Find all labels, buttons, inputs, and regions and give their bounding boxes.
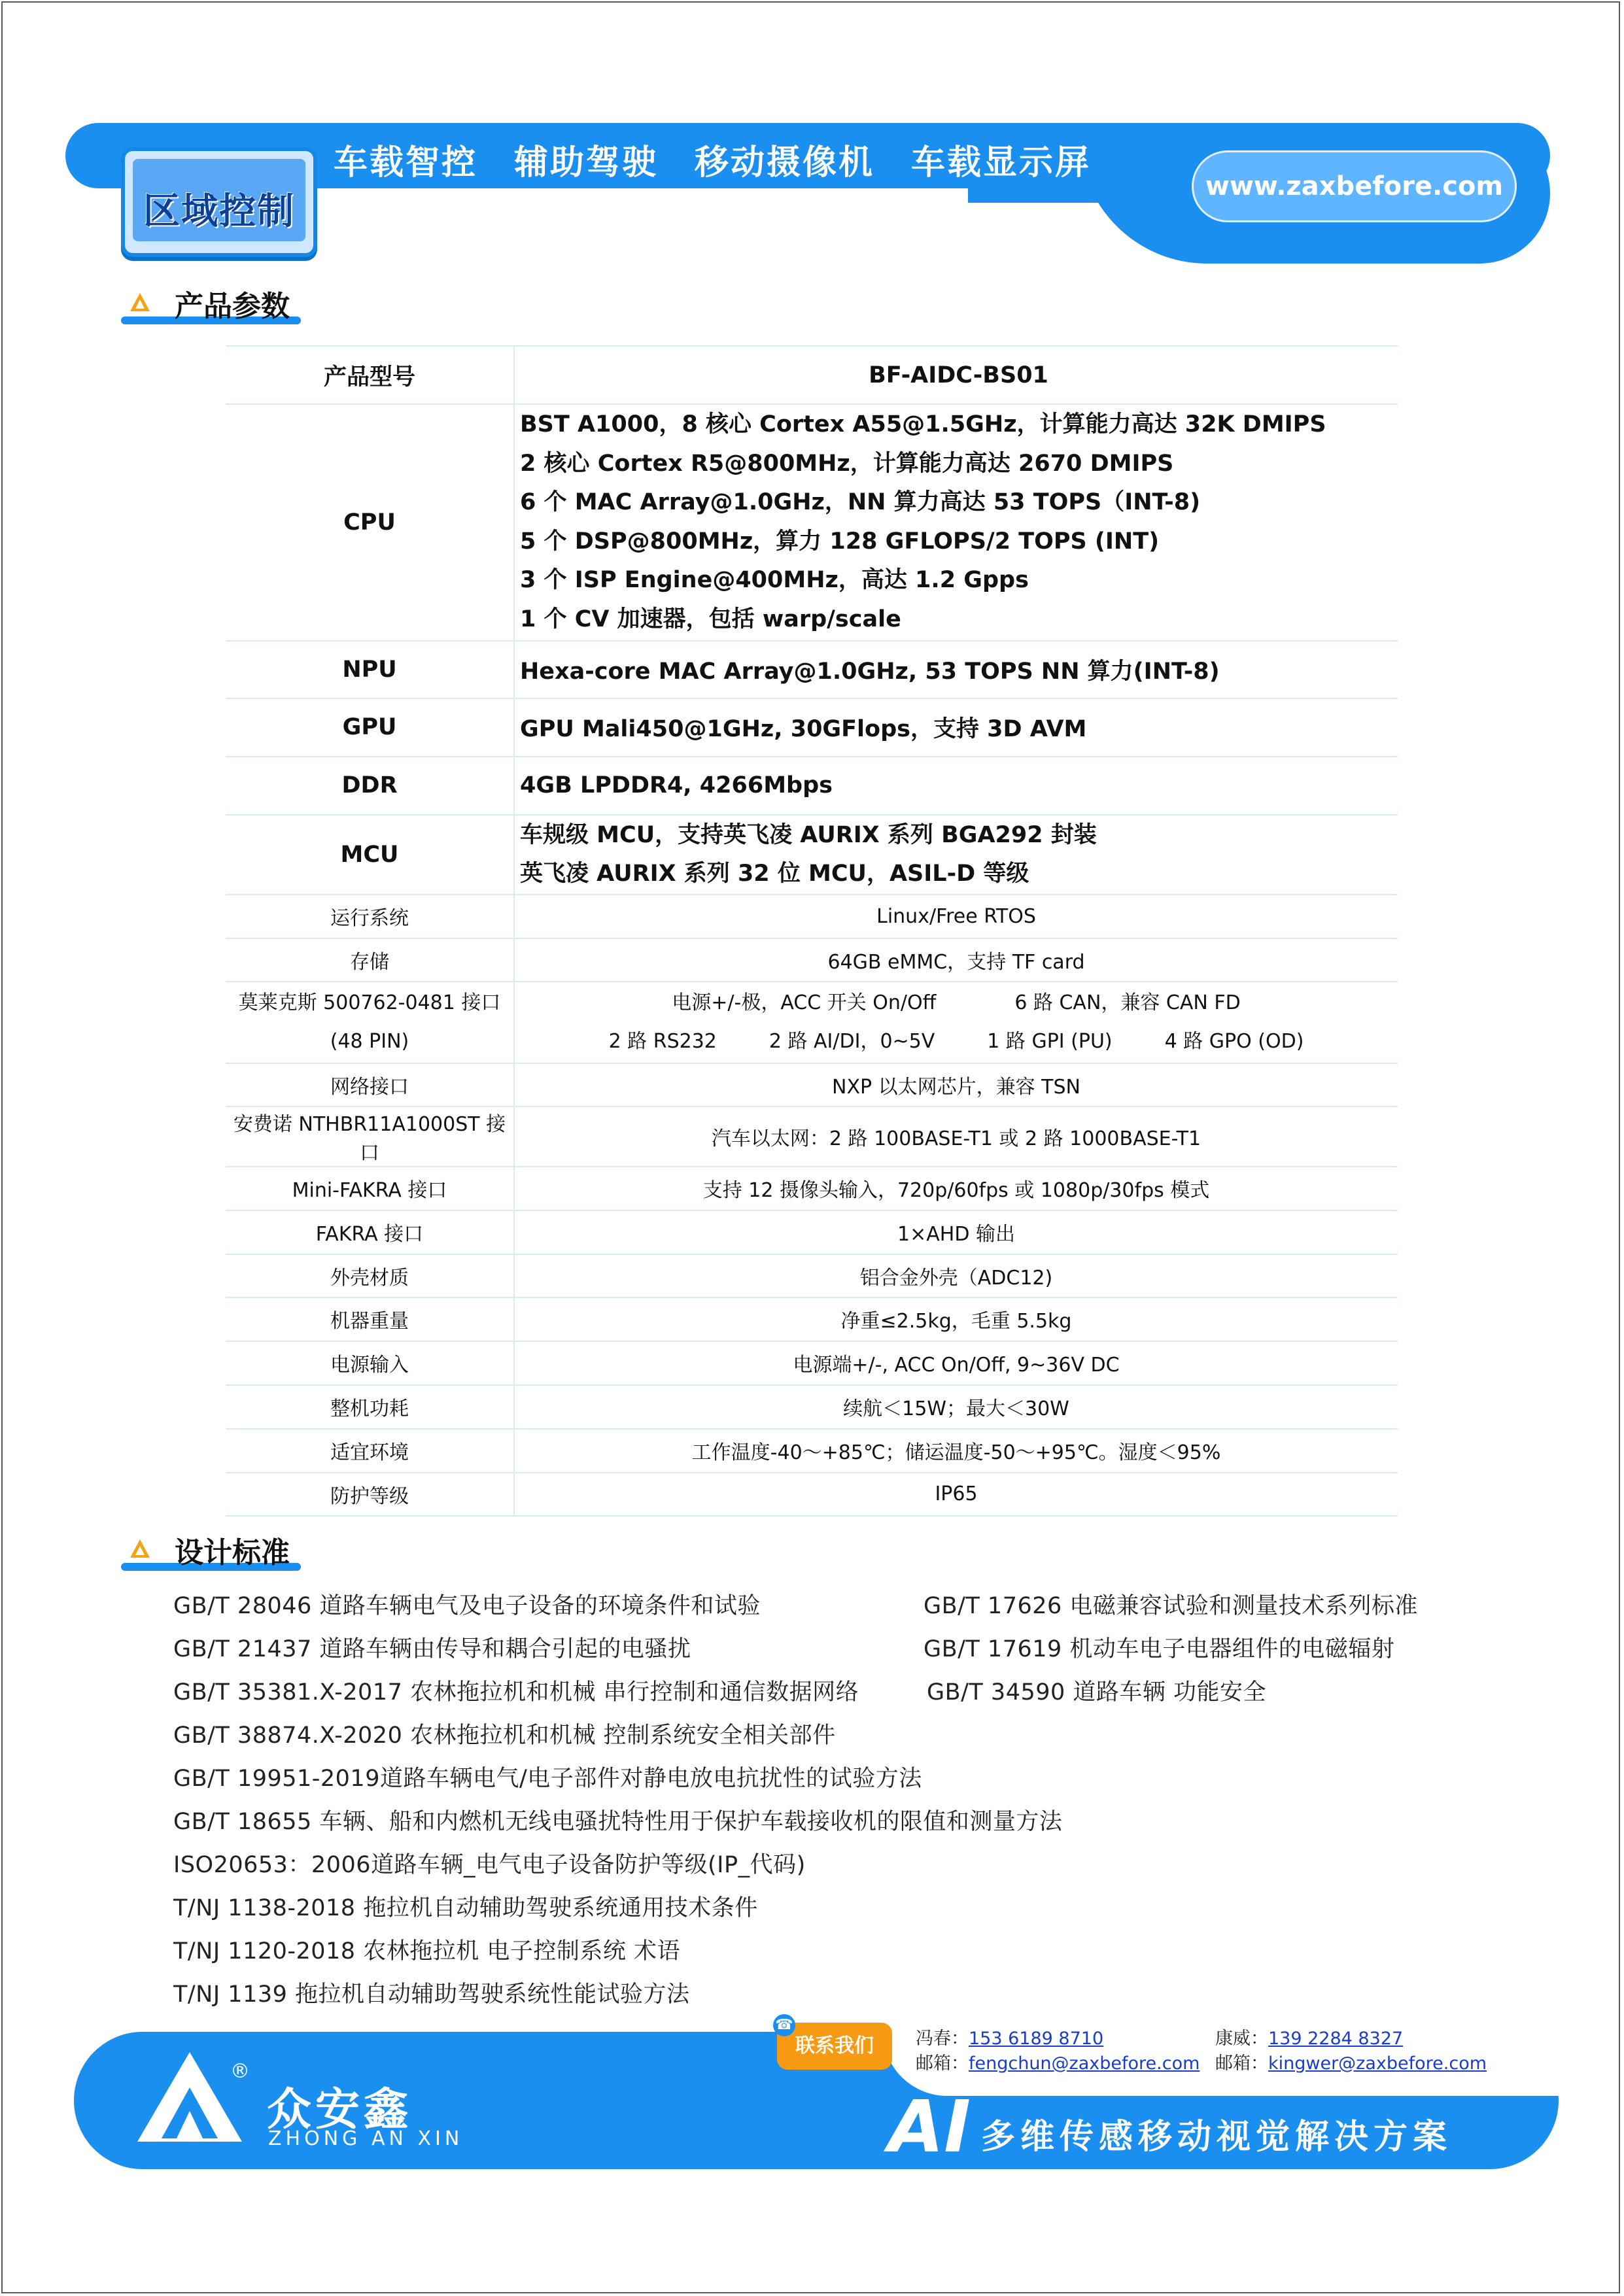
- cpu-line: 3 个 ISP Engine@400MHz，高达 1.2 Gpps: [520, 567, 1029, 594]
- cpu-line: BST A1000，8 核心 Cortex A55@1.5GHz，计算能力高达 32K DMIPS: [520, 411, 1326, 437]
- spec-value-ddr: 4GB LPDDR4, 4266Mbps: [514, 757, 1398, 815]
- footer-slogan: 多维传感移动视觉解决方案: [981, 2117, 1453, 2157]
- contact-1-email-line: [916, 2049, 1200, 2074]
- standard-item: T/NJ 1139 拖拉机自动辅助驾驶系统性能试验方法: [173, 1981, 690, 2008]
- contact-2-email-link[interactable]: kingwer@zaxbefore.com: [1268, 2053, 1487, 2074]
- standard-item: GB/T 17626 电磁兼容试验和测量技术系列标准: [924, 1593, 1418, 1619]
- nav-item-mobile-camera[interactable]: 移动摄像机: [695, 143, 875, 182]
- spec-value-ip: IP65: [514, 1473, 1398, 1516]
- cpu-line: 6 个 MAC Array@1.0GHz，NN 算力高达 53 TOPS（INT-8): [520, 489, 1201, 516]
- molex-item: 2 路 AI/DI，0~5V: [769, 1030, 935, 1054]
- standard-item: GB/T 38874.X-2020 农林拖拉机和机械 控制系统安全相关部件: [173, 1722, 836, 1749]
- spec-value-gpu: GPU Mali450@1GHz, 30GFlops，支持 3D AVM: [514, 698, 1398, 757]
- table-row: [226, 1297, 1398, 1341]
- spec-value-power-input: 电源端+/-, ACC On/Off, 9~36V DC: [514, 1341, 1398, 1385]
- spec-value-model: BF-AIDC-BS01: [514, 346, 1398, 404]
- contact-2-phone-line: [1215, 2024, 1403, 2049]
- spec-value-environment: 工作温度-40～+85℃；储运温度-50～+95℃。湿度＜95%: [514, 1429, 1398, 1473]
- contact-1-mail-label: 邮箱：: [916, 2053, 969, 2074]
- table-row: [226, 1254, 1398, 1297]
- standard-item: GB/T 21437 道路车辆由传导和耦合引起的电骚扰: [173, 1636, 691, 1662]
- spec-value-storage: 64GB eMMC，支持 TF card: [514, 938, 1398, 982]
- nav-item-driver-assist[interactable]: 辅助驾驶: [514, 143, 659, 182]
- section-header-standards: [121, 1529, 396, 1581]
- contact-1-email-link[interactable]: fengchun@zaxbefore.com: [969, 2053, 1200, 2074]
- header-nav: [334, 135, 1091, 184]
- spec-value-consumption: 续航＜15W；最大＜30W: [514, 1385, 1398, 1429]
- contact-2-mail-label: 邮箱：: [1215, 2053, 1268, 2074]
- contact-2-name: 康威：: [1215, 2029, 1268, 2049]
- molex-label-line: 莫莱克斯 500762-0481 接口: [238, 991, 501, 1015]
- spec-label-mcu: MCU: [226, 815, 514, 895]
- spec-label-gpu: GPU: [226, 698, 514, 757]
- table-row: [226, 815, 1398, 895]
- spec-label-power-input: 电源输入: [226, 1341, 514, 1385]
- category-badge: [121, 147, 317, 257]
- cpu-line: 2 核心 Cortex R5@800MHz，计算能力高达 2670 DMIPS: [520, 450, 1174, 477]
- section-title-params: 产品参数: [175, 290, 290, 323]
- spec-value-network: NXP 以太网芯片，兼容 TSN: [514, 1063, 1398, 1106]
- molex-item: 2 路 RS232: [608, 1030, 717, 1054]
- spec-label-ddr: DDR: [226, 757, 514, 815]
- table-row: [226, 404, 1398, 641]
- spec-label-weight: 机器重量: [226, 1297, 514, 1341]
- spec-label-cpu: CPU: [226, 404, 514, 641]
- table-row: [226, 1385, 1398, 1429]
- standard-item: GB/T 34590 道路车辆 功能安全: [927, 1679, 1267, 1705]
- table-row: [226, 346, 1398, 404]
- contact-2-email-line: [1215, 2049, 1487, 2074]
- mcu-line: 车规级 MCU，支持英飞凌 AURIX 系列 BGA292 封装: [520, 821, 1097, 848]
- brand-logo-icon: [129, 1538, 151, 1560]
- cpu-line: 1 个 CV 加速器，包括 warp/scale: [520, 606, 901, 632]
- spec-label-amphenol: 安费诺 NTHBR11A1000ST 接口: [226, 1106, 514, 1167]
- table-row: [226, 938, 1398, 982]
- standard-item: ISO20653：2006道路车辆_电气电子设备防护等级(IP_代码): [173, 1852, 806, 1878]
- nav-item-vehicle-display[interactable]: 车载显示屏: [911, 143, 1092, 182]
- brand-name-en: ZHONG AN XIN: [268, 2127, 464, 2150]
- table-row: [226, 698, 1398, 757]
- spec-label-model: 产品型号: [226, 346, 514, 404]
- cpu-line: 5 个 DSP@800MHz，算力 128 GFLOPS/2 TOPS (INT): [520, 528, 1160, 555]
- spec-label-os: 运行系统: [226, 895, 514, 938]
- molex-row-1: [515, 984, 1397, 1022]
- table-row: [226, 1167, 1398, 1210]
- category-title: 区域控制: [143, 190, 295, 233]
- table-row: [226, 757, 1398, 815]
- spec-label-ip: 防护等级: [226, 1473, 514, 1516]
- spec-table: [226, 345, 1398, 1516]
- molex-row-2: [515, 1022, 1397, 1061]
- spec-label-molex: [226, 982, 514, 1063]
- standard-item: T/NJ 1120-2018 农林拖拉机 电子控制系统 术语: [173, 1938, 680, 1964]
- spec-value-molex: [514, 982, 1398, 1063]
- spec-label-minifakra: Mini-FAKRA 接口: [226, 1167, 514, 1210]
- contact-2-phone-link[interactable]: 139 2284 8327: [1268, 2029, 1404, 2049]
- molex-item: 6 路 CAN，兼容 CAN FD: [1014, 991, 1241, 1015]
- molex-item: 1 路 GPI (PU): [987, 1030, 1113, 1054]
- standard-item: GB/T 18655 车辆、船和内燃机无线电骚扰特性用于保护车载接收机的限值和测量方法: [173, 1809, 1063, 1835]
- spec-value-housing: 铝合金外壳（ADC12): [514, 1254, 1398, 1297]
- spec-value-mcu: [514, 815, 1398, 895]
- table-row: [226, 1106, 1398, 1167]
- table-row: [226, 982, 1398, 1063]
- table-row: [226, 1341, 1398, 1385]
- section-header-params: [121, 283, 396, 335]
- spec-value-os: Linux/Free RTOS: [514, 895, 1398, 938]
- mcu-line: 英飞凌 AURIX 系列 32 位 MCU，ASIL-D 等级: [520, 860, 1029, 887]
- standard-item: T/NJ 1138-2018 拖拉机自动辅助驾驶系统通用技术条件: [173, 1895, 758, 1921]
- spec-value-weight: 净重≤2.5kg，毛重 5.5kg: [514, 1297, 1398, 1341]
- table-row: [226, 1473, 1398, 1516]
- table-row: [226, 895, 1398, 938]
- contact-us-button[interactable]: 联系我们: [777, 2023, 892, 2070]
- section-title-standards: 设计标准: [175, 1536, 290, 1569]
- phone-icon: ☎: [773, 2014, 795, 2036]
- brand-name-cn: 众安鑫: [267, 2084, 413, 2136]
- standard-item: GB/T 35381.X-2017 农林拖拉机和机械 串行控制和通信数据网络: [173, 1679, 859, 1705]
- spec-label-environment: 适宜环境: [226, 1429, 514, 1473]
- nav-item-vehicle-control[interactable]: 车载智控: [334, 143, 478, 182]
- spec-value-cpu: [514, 404, 1398, 641]
- molex-item: 4 路 GPO (OD): [1164, 1030, 1304, 1054]
- molex-label-line: (48 PIN): [330, 1030, 409, 1054]
- table-row: [226, 1429, 1398, 1473]
- spec-label-consumption: 整机功耗: [226, 1385, 514, 1429]
- molex-item: 电源+/-极，ACC 开关 On/Off: [672, 991, 937, 1015]
- table-row: [226, 641, 1398, 698]
- contact-1-name: 冯春：: [916, 2029, 969, 2049]
- spec-label-npu: NPU: [226, 641, 514, 698]
- spec-value-amphenol: 汽车以太网：2 路 100BASE-T1 或 2 路 1000BASE-T1: [514, 1106, 1398, 1167]
- contact-1-phone-line: [916, 2024, 1103, 2049]
- table-row: [226, 1210, 1398, 1254]
- spec-label-housing: 外壳材质: [226, 1254, 514, 1297]
- website-link[interactable]: www.zaxbefore.com: [1192, 150, 1517, 222]
- spec-label-storage: 存储: [226, 938, 514, 982]
- standard-item: GB/T 28046 道路车辆电气及电子设备的环境条件和试验: [173, 1593, 761, 1619]
- spec-label-network: 网络接口: [226, 1063, 514, 1106]
- standard-item: GB/T 17619 机动车电子电器组件的电磁辐射: [924, 1636, 1395, 1662]
- spec-label-fakra: FAKRA 接口: [226, 1210, 514, 1254]
- contact-1-phone-link[interactable]: 153 6189 8710: [969, 2029, 1104, 2049]
- spec-value-minifakra: 支持 12 摄像头输入，720p/60fps 或 1080p/30fps 模式: [514, 1167, 1398, 1210]
- table-row: [226, 1063, 1398, 1106]
- registered-mark: ®: [230, 2060, 250, 2083]
- brand-logo-icon: [134, 2047, 245, 2145]
- brand-logo-icon: [129, 292, 151, 314]
- standard-item: GB/T 19951-2019道路车辆电气/电子部件对静电放电抗扰性的试验方法: [173, 1766, 922, 1792]
- spec-value-fakra: 1×AHD 输出: [514, 1210, 1398, 1254]
- ai-badge: AI: [888, 2085, 971, 2168]
- spec-value-npu: Hexa-core MAC Array@1.0GHz, 53 TOPS NN 算力(INT-8): [514, 641, 1398, 698]
